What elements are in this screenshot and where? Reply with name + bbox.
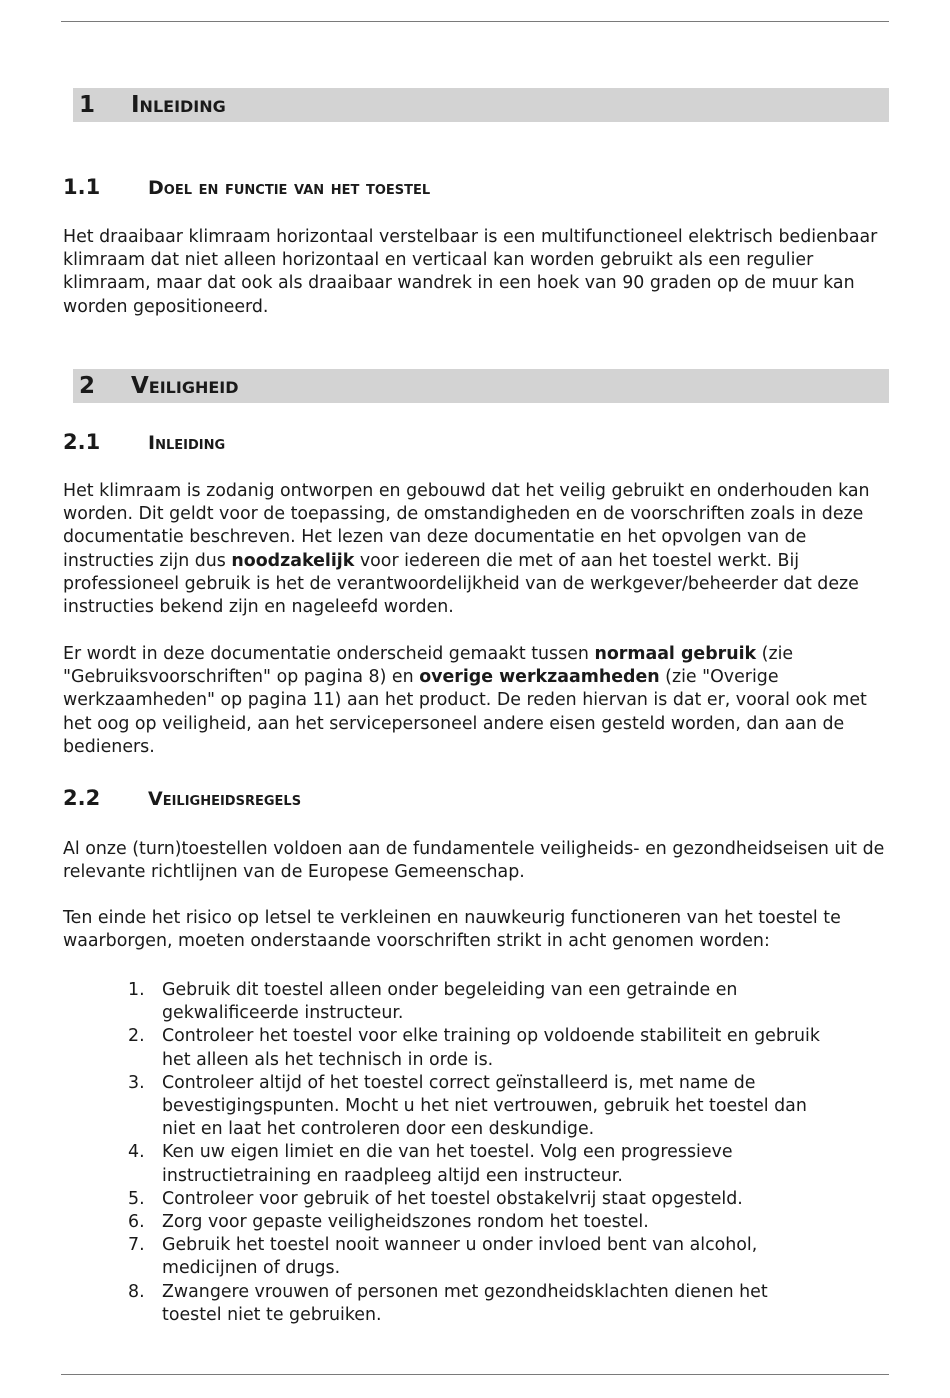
list-text: Gebruik dit toestel alleen onder begeleiding van een getrainde en gekwalificeerde instructeur. [162, 980, 738, 1024]
section-heading-2 [73, 369, 889, 403]
section-number: 2 [79, 373, 96, 399]
list-number: 6. [128, 1212, 145, 1233]
section-title: Veiligheid [131, 373, 239, 399]
paragraph-inleiding-1 [63, 480, 895, 619]
subsection-heading-1-1 [63, 174, 430, 201]
header-rule [61, 21, 889, 22]
list-item [128, 979, 828, 1025]
section-heading-1 [73, 88, 889, 122]
list-text: Controleer het toestel voor elke training op voldoende stabiliteit en gebruik het alleen als het technisch in orde is. [162, 1026, 820, 1070]
text-run: (zie "Overige werkzaamheden" op pagina 11) aan het product. De reden hiervan is dat er, vooral ook met het oog op veiligheid, aan het servicepersoneel andere eisen gesteld worden, dan aan de bedieners. [63, 667, 867, 757]
list-item [128, 1211, 828, 1234]
list-number: 5. [128, 1188, 145, 1209]
list-text: Zwangere vrouwen of personen met gezondheidsklachten dienen het toestel niet te gebruiken. [162, 1281, 768, 1325]
list-text: Gebruik het toestel nooit wanneer u onder invloed bent van alcohol, medicijnen of drugs. [162, 1235, 758, 1279]
list-item [128, 1141, 828, 1187]
emphasis-noodzakelijk: noodzakelijk [231, 550, 355, 571]
list-text: Controleer altijd of het toestel correct geïnstalleerd is, met name de bevestigingspunten. Mocht u het niet vertrouwen, gebruik het toestel dan niet en laat het controleren door een deskundige. [162, 1072, 807, 1140]
text-run: (zie "Gebruiksvoorschriften" op pagina 8) en [63, 644, 794, 688]
list-number: 7. [128, 1235, 145, 1256]
paragraph-doel: Het draaibaar klimraam horizontaal verstelbaar is een multifunctioneel elektrisch bedienbaar klimraam dat niet alleen horizontaal en verticaal kan worden gebruikt als een regulier klimraam, maar dat ook als draaibaar wandrek in een hoek van 90 graden op de muur kan worden gepositioneerd. [63, 227, 878, 317]
list-number: 4. [128, 1142, 145, 1163]
safety-rules-list [128, 979, 828, 1327]
list-number: 8. [128, 1281, 145, 1302]
paragraph-inleiding-2 [63, 643, 895, 759]
list-number: 1. [128, 980, 145, 1000]
subsection-title: Doel en functie van het toestel [148, 177, 431, 199]
text-run: voor iedereen die met of aan het toestel werkt. Bij professioneel gebruik is het de verantwoordelijkheid van de werkgever/beheerder dat deze instructies bekend zijn en nageleefd worden. [63, 550, 859, 618]
list-item [128, 1188, 828, 1211]
list-text: Controleer voor gebruik of het toestel obstakelvrij staat opgesteld. [162, 1188, 743, 1209]
subsection-number: 2.1 [63, 430, 101, 454]
list-item [128, 1281, 828, 1327]
list-item [128, 1072, 828, 1142]
subsection-heading-2-1 [63, 429, 225, 456]
subsection-heading-2-2 [63, 785, 301, 812]
subsection-number: 2.2 [63, 786, 101, 810]
list-item [128, 1234, 828, 1280]
section-number: 1 [79, 92, 96, 118]
emphasis-overige-werkzaamheden: overige werkzaamheden [419, 667, 660, 688]
emphasis-normaal-gebruik: normaal gebruik [594, 644, 757, 664]
footer-rule [61, 1374, 889, 1375]
text-run: Het klimraam is zodanig ontworpen en gebouwd dat het veilig gebruikt en onderhouden kan worden. Dit geldt voor de toepassing, de omstandigheden en de voorschriften zoals in deze documentatie beschreven. Het lezen van deze documentatie en het opvolgen van de instructies zijn dus [63, 481, 870, 571]
paragraph-veiligheidsregels-2: Ten einde het risico op letsel te verkleinen en nauwkeurig functioneren van het toestel te waarborgen, moeten onderstaande voorschriften strikt in acht genomen worden: [63, 908, 841, 952]
paragraph-veiligheidsregels-1: Al onze (turn)toestellen voldoen aan de fundamentele veiligheids- en gezondheidseisen uit de relevante richtlijnen van de Europese Gemeenschap. [63, 839, 885, 883]
list-number: 3. [128, 1072, 145, 1093]
section-title: Inleiding [131, 92, 226, 118]
subsection-title: Inleiding [148, 432, 226, 454]
list-text: Ken uw eigen limiet en die van het toestel. Volg een progressieve instructietraining en raadpleeg altijd een instructeur. [162, 1142, 733, 1186]
subsection-number: 1.1 [63, 175, 101, 199]
list-item [128, 1025, 828, 1071]
subsection-title: Veiligheidsregels [148, 788, 302, 810]
list-text: Zorg voor gepaste veiligheidszones rondom het toestel. [162, 1212, 649, 1233]
text-run: Er wordt in deze documentatie onderscheid gemaakt tussen [63, 644, 595, 664]
list-number: 2. [128, 1026, 145, 1047]
